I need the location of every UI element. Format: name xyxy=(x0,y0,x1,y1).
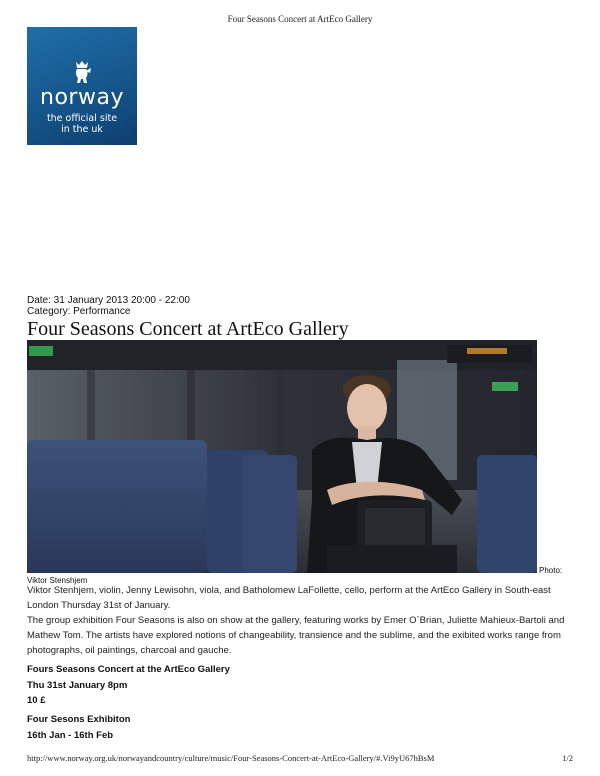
exhibition-paragraph: The group exhibition Four Seasons is also on show at the gallery, featuring works by Emer O`Brian, Juliette Mahieux-Bartoli and Mathew Tom. The artists have explored notions of changeability, transience and the sublime, and the exibited works range from photographs, oil paintings, charcoal and gauche. xyxy=(27,615,565,656)
event-date: Date: 31 January 2013 20:00 - 22:00 xyxy=(27,295,190,306)
concert-photo xyxy=(27,340,537,573)
concert-heading: Fours Seasons Concert at the ArtEco Gallery xyxy=(27,664,230,675)
logo-wordmark: norway xyxy=(40,85,124,110)
logo-tagline xyxy=(27,113,137,135)
page-url[interactable]: http://www.norway.org.uk/norwayandcountry/culture/music/Four-Seasons-Concert-at-ArtEco-Gallery/#.Vi9yU67hBsM xyxy=(27,753,435,763)
event-meta xyxy=(27,295,190,317)
concert-price: 10 £ xyxy=(27,695,46,706)
norwegian-lion-icon xyxy=(69,59,95,85)
logo-tagline-line2: in the uk xyxy=(61,124,103,135)
event-category: Category: Performance xyxy=(27,306,131,317)
norway-logo[interactable] xyxy=(27,27,137,145)
event-title: Four Seasons Concert at ArtEco Gallery xyxy=(27,318,349,340)
photo-label: Photo: xyxy=(539,566,563,575)
page-number: 1/2 xyxy=(562,753,573,763)
concert-time: Thu 31st January 8pm xyxy=(27,680,128,691)
exhibition-heading: Four Sesons Exhibiton xyxy=(27,714,131,725)
print-header-title: Four Seasons Concert at ArtEco Gallery xyxy=(227,14,373,24)
intro-paragraph: Viktor Stenhjem, violin, Jenny Lewisohn, viola, and Batholomew LaFollette, cello, perform at the ArtEco Gallery in South-east London Thursday 31st of January. xyxy=(27,585,551,611)
logo-tagline-line1: the official site xyxy=(46,113,118,124)
photo-credit: Viktor Stenshjem xyxy=(27,576,88,585)
exhibition-dates: 16th Jan - 16th Feb xyxy=(27,730,114,741)
